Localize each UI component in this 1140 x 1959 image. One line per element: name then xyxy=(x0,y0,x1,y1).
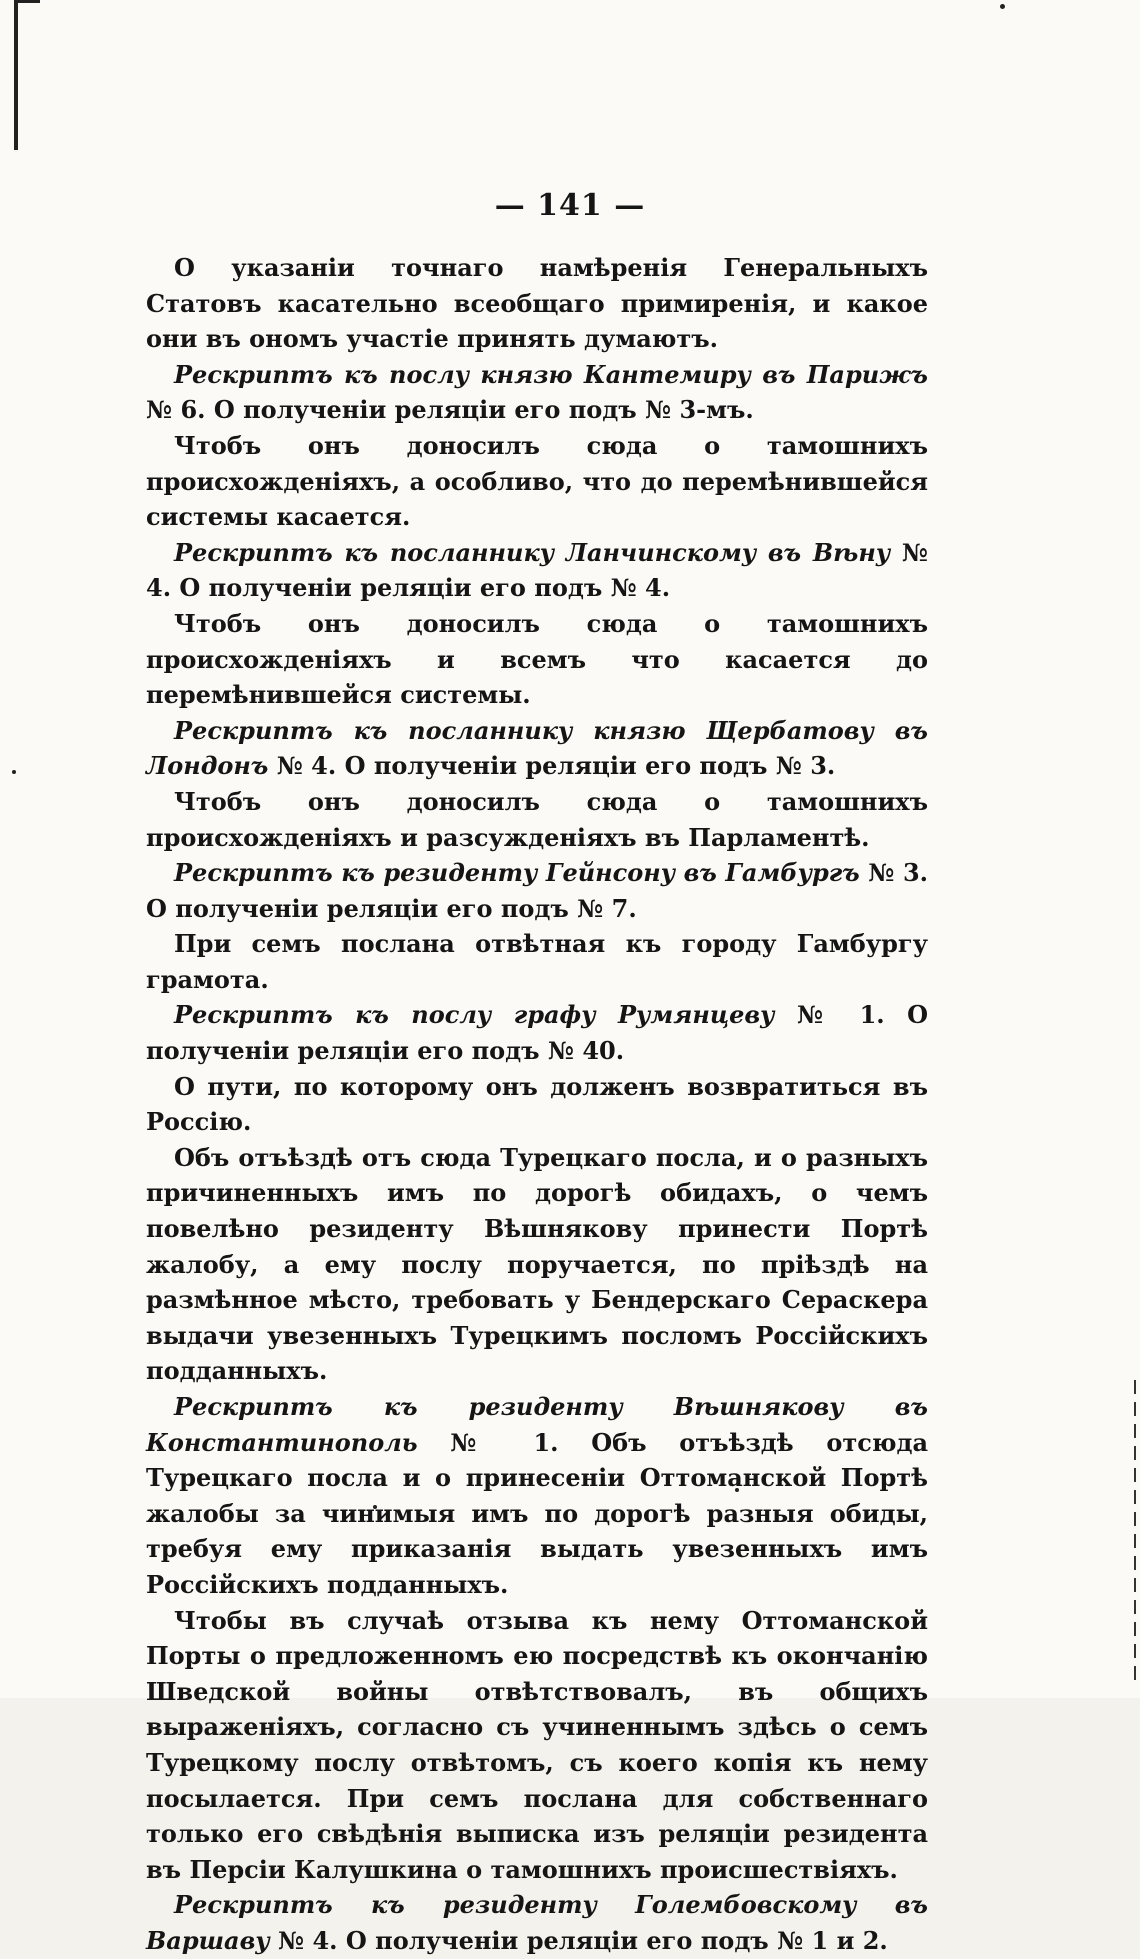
paragraph: Чтобъ онъ доносилъ сюда о тамошнихъ происхожденіяхъ и всемъ что касается до перемѣнившейся системы. xyxy=(146,608,928,710)
rescript-heading: Рескриптъ къ резиденту Вѣшнякову въ Константинополь xyxy=(146,1392,928,1457)
rescript-summary: № 6. О полученіи реляціи его подъ № 3-мъ. xyxy=(146,395,754,425)
rescript-entry xyxy=(146,357,928,428)
rescript-summary: № 1. Объ отъѣздѣ отсюда Турецкаго посла и о принесеніи Оттоманской Портѣ жалобы за чинимыя имъ по дорогѣ разныя обиды, требуя ему приказанія выдать увезенныхъ имъ Россійскихъ подданныхъ. xyxy=(146,1427,928,1599)
rescript-entry xyxy=(146,855,928,926)
paragraph: При семъ послана отвѣтная къ городу Гамбургу грамота. xyxy=(146,929,928,994)
rescript-heading: Рескриптъ къ посланнику Ланчинскому въ Вѣну xyxy=(174,537,891,567)
rescript-entry xyxy=(146,997,928,1068)
rescript-summary: № 4. О полученіи реляціи его подъ № 3. xyxy=(268,751,836,781)
rescript-summary: № 4. О полученіи реляціи его подъ № 1 и 2. xyxy=(269,1925,888,1955)
rescript-heading: Рескриптъ къ резиденту Гейнсону въ Гамбургъ xyxy=(174,858,860,888)
scan-edge-mark xyxy=(14,0,18,150)
rescript-heading: Рескриптъ къ послу князю Кантемиру въ Парижъ xyxy=(174,359,928,389)
paragraph: Объ отъѣздѣ отъ сюда Турецкаго посла, и о разныхъ причиненныхъ имъ по дорогѣ обидахъ, о чемъ повелѣно резиденту Вѣшнякову принести Портѣ жалобу, а ему послу поручается, по пріѣздѣ на размѣнное мѣсто, требовать у Бендерскаго Сераскера выдачи увезенныхъ Турецкимъ посломъ Россійскихъ подданныхъ. xyxy=(146,1142,928,1386)
scan-speck xyxy=(12,770,16,774)
rescript-summary: № 3. О полученіи реляціи его подъ № 7. xyxy=(146,858,928,923)
rescript-entry xyxy=(146,535,928,606)
rescript-entry xyxy=(146,1887,928,1958)
rescript-summary: № 4. О полученіи реляціи его подъ № 4. xyxy=(146,537,928,603)
rescript-entry xyxy=(146,713,928,784)
paragraph: О пути, по которому онъ долженъ возвратиться въ Россію. xyxy=(146,1071,928,1137)
scan-right-edge xyxy=(1134,1380,1136,1680)
rescript-heading: Рескриптъ къ посланнику князю Щербатову въ Лондонъ xyxy=(146,715,928,781)
rescript-entry xyxy=(146,1389,928,1603)
paragraph: Чтобы въ случаѣ отзыва къ нему Оттоманской Порты о предложенномъ ею посредствѣ къ окончанію Шведской войны отвѣтствовалъ, въ общихъ выраженіяхъ, согласно съ учиненнымъ здѣсь о семъ Турецкому послу отвѣтомъ, съ коего копія къ нему посылается. При семъ послана для собственнаго только его свѣдѣнія выписка изъ реляціи резидента въ Персіи Калушкина о тамошнихъ происшествіяхъ. xyxy=(146,1605,928,1884)
rescript-heading: Рескриптъ къ резиденту Голембовскому въ Варшаву xyxy=(146,1890,928,1955)
paragraph: Чтобъ онъ доносилъ сюда о тамошнихъ происхожденіяхъ и разсужденіяхъ въ Парламентѣ. xyxy=(146,786,928,852)
body-text xyxy=(146,250,928,1959)
rescript-summary: № 1. О полученіи реляціи его подъ № 40. xyxy=(146,1000,928,1066)
paragraph: Чтобъ онъ доносилъ сюда о тамошнихъ происхожденіяхъ, а особливо, что до перемѣнившейся системы касается. xyxy=(146,430,928,532)
scan-speck xyxy=(1000,4,1005,9)
rescript-heading: Рескриптъ къ послу графу Румянцеву xyxy=(174,1000,775,1030)
scan-edge-mark-top xyxy=(14,0,40,3)
paragraph: О указаніи точнаго намѣренія Генеральныхъ Статовъ касательно всеобщаго примиренія, и какое они въ ономъ участіе принять думаютъ. xyxy=(146,253,928,354)
page-number: — 141 — xyxy=(494,188,646,223)
